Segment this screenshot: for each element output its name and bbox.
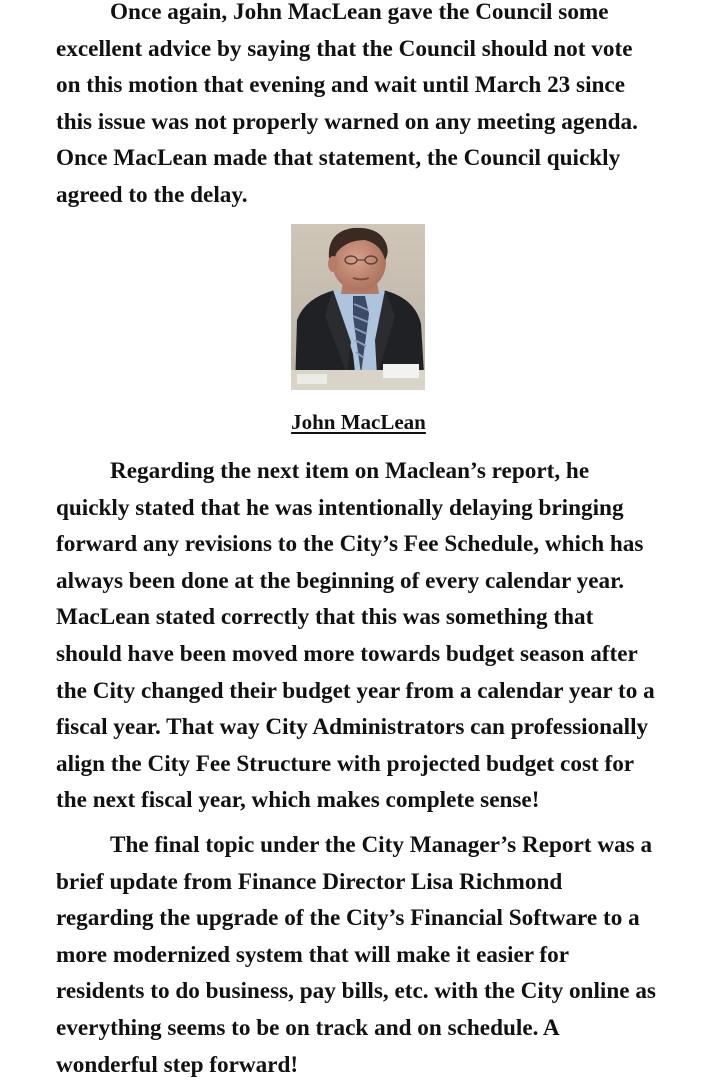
text-line: Once again, John MacLean gave the Council some xyxy=(110,0,609,25)
text-line: The final topic under the City Manager’s Report was a xyxy=(110,832,653,858)
text-line: forward any revisions to the City’s Fee Schedule, which has xyxy=(56,531,644,558)
text-line: should have been moved more towards budget season after xyxy=(56,640,638,667)
paragraph-finance-software xyxy=(2,827,656,1083)
paragraph-council-advice xyxy=(2,0,638,214)
text-line: agreed to the delay. xyxy=(56,181,248,208)
text-line: excellent advice by saying that the Council should not vote xyxy=(56,35,633,62)
text-line: always been done at the beginning of every calendar year. xyxy=(56,567,625,594)
text-line: MacLean stated correctly that this was something that xyxy=(56,604,594,631)
text-line: Regarding the next item on Maclean’s report, he xyxy=(110,458,590,484)
text-line: align the City Fee Structure with projected budget cost for xyxy=(56,750,635,777)
text-line: residents to do business, pay bills, etc. with the City online as xyxy=(56,978,656,1005)
text-line: quickly stated that he was intentionally delaying bringing xyxy=(56,494,624,521)
text-line: wonderful step forward! xyxy=(56,1051,299,1078)
caption-text: John MacLean xyxy=(291,410,426,434)
text-line: Once MacLean made that statement, the Council quickly xyxy=(56,145,621,172)
text-line: on this motion that evening and wait until March 23 since xyxy=(56,72,625,99)
text-line: regarding the upgrade of the City’s Financial Software to a xyxy=(56,905,640,932)
text-line: the next fiscal year, which makes complete sense! xyxy=(56,787,540,814)
portrait-image xyxy=(291,224,425,390)
text-line: more modernized system that will make it easier for xyxy=(56,941,570,968)
text-line: brief update from Finance Director Lisa Richmond xyxy=(56,868,563,895)
photo-caption xyxy=(0,404,717,440)
text-line: this issue was not properly warned on any meeting agenda. xyxy=(56,108,638,135)
text-line: the City changed their budget year from a calendar year to a xyxy=(56,677,655,704)
text-line: everything seems to be on track and on schedule. A xyxy=(56,1014,560,1041)
text-line: fiscal year. That way City Administrators can professionally xyxy=(56,714,649,741)
portrait-photo xyxy=(291,224,425,390)
paragraph-fee-schedule xyxy=(2,453,655,819)
